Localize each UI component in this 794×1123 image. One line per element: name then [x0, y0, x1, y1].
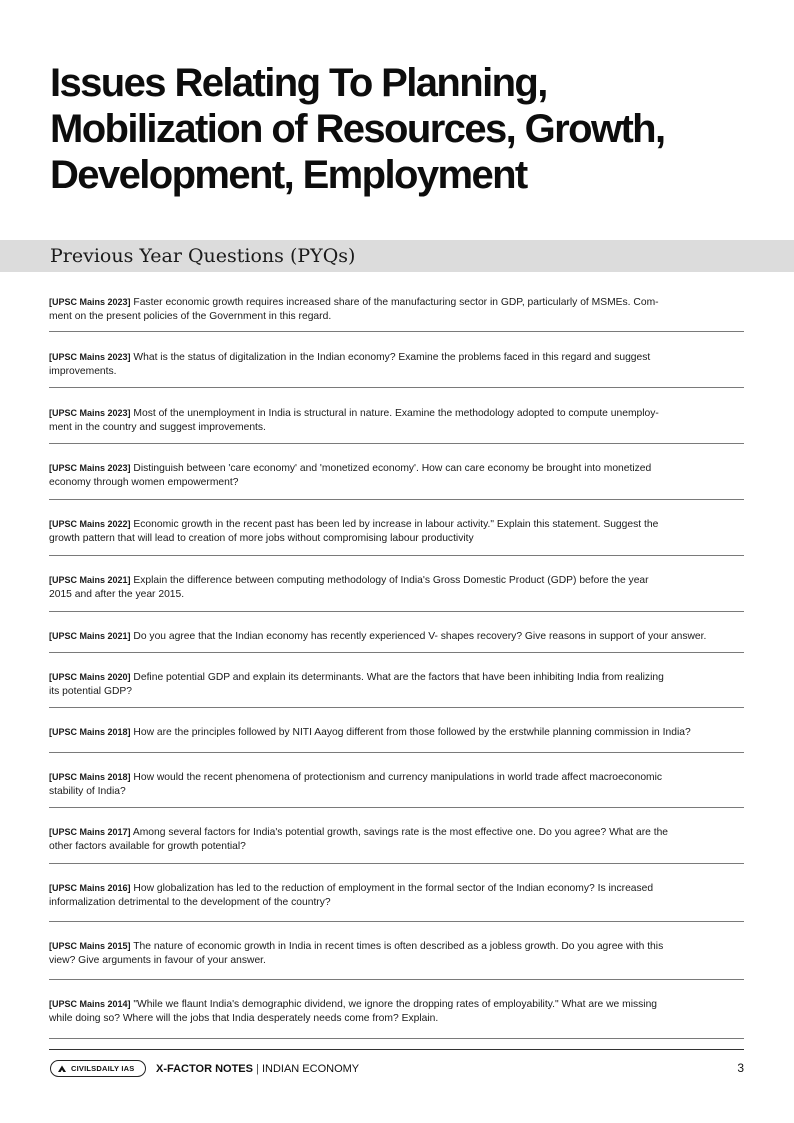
question-exam-tag: [UPSC Mains 2021]: [49, 575, 131, 585]
question-text-line: ment on the present policies of the Government in this regard.: [49, 311, 332, 322]
question-text-line: view? Give arguments in favour of your answer.: [49, 955, 266, 966]
question-item: [49, 461, 744, 490]
question-item: [49, 825, 744, 854]
question-text-line: Define potential GDP and explain its determinants. What are the factors that have been inhibiting India from realizing: [133, 672, 664, 683]
question-exam-tag: [UPSC Mains 2018]: [49, 727, 131, 737]
question-item: [49, 629, 744, 644]
question-text-line: 2015 and after the year 2015.: [49, 589, 185, 600]
question-item: [49, 725, 744, 740]
question-exam-tag: [UPSC Mains 2023]: [49, 297, 131, 307]
question-divider: [49, 652, 744, 653]
question-exam-tag: [UPSC Mains 2022]: [49, 519, 131, 529]
question-exam-tag: [UPSC Mains 2021]: [49, 631, 131, 641]
question-text-line: while doing so? Where will the jobs that India desperately needs come from? Explain.: [49, 1013, 439, 1024]
question-divider: [49, 752, 744, 753]
question-item: [49, 295, 744, 324]
question-divider: [49, 807, 744, 808]
question-text-line: What is the status of digitalization in the Indian economy? Examine the problems faced in this regard and suggest: [133, 352, 651, 363]
question-item: [49, 573, 744, 602]
question-text-line: Most of the unemployment in India is structural in nature. Examine the methodology adopted to compute unemploy-: [133, 408, 659, 419]
page-title-line: Issues Relating To Planning,: [50, 61, 547, 105]
question-exam-tag: [UPSC Mains 2018]: [49, 772, 131, 782]
footer-label: [156, 1062, 359, 1076]
question-text-line: economy through women empowerment?: [49, 477, 239, 488]
question-item: [49, 517, 744, 546]
page-title-line: Mobilization of Resources, Growth,: [50, 107, 665, 151]
question-divider: [49, 707, 744, 708]
question-exam-tag: [UPSC Mains 2017]: [49, 827, 131, 837]
question-text-line: other factors available for growth potential?: [49, 841, 246, 852]
question-text-line: its potential GDP?: [49, 686, 132, 697]
brand-badge: [50, 1060, 146, 1077]
question-divider: [49, 499, 744, 500]
question-divider: [49, 443, 744, 444]
question-text-line: growth pattern that will lead to creation of more jobs without compromising labour productivity: [49, 533, 474, 544]
question-text-line: Do you agree that the Indian economy has recently experienced V- shapes recovery? Give reasons in support of your answer.: [133, 631, 707, 642]
question-text-line: "While we flaunt India's demographic dividend, we ignore the dropping rates of employability." What are we missing: [133, 999, 658, 1010]
brand-logo-icon: [57, 1064, 67, 1074]
page-title-line: Development, Employment: [50, 153, 527, 197]
footer-series: X-FACTOR NOTES: [156, 1063, 253, 1075]
page-number: 3: [737, 1061, 744, 1075]
question-divider: [49, 863, 744, 864]
footer-divider: [49, 1049, 744, 1050]
question-text-line: Faster economic growth requires increased share of the manufacturing sector in GDP, particularly of MSMEs. Com-: [133, 297, 659, 308]
question-text-line: informalization detrimental to the development of the country?: [49, 897, 331, 908]
question-text-line: ment in the country and suggest improvements.: [49, 422, 266, 433]
question-text-line: Among several factors for India's potential growth, savings rate is the most effective one. Do you agree? What are the: [132, 827, 669, 838]
question-text-line: Distinguish between 'care economy' and 'monetized economy'. How can care economy be brought into monetized: [133, 463, 652, 474]
question-divider: [49, 555, 744, 556]
brand-name: CIVILSDAILY IAS: [71, 1064, 135, 1073]
question-text-line: The nature of economic growth in India in recent times is often described as a jobless growth. Do you agree with this: [133, 941, 664, 952]
question-item: [49, 350, 744, 379]
question-exam-tag: [UPSC Mains 2023]: [49, 463, 131, 473]
question-exam-tag: [UPSC Mains 2023]: [49, 408, 131, 418]
question-divider: [49, 921, 744, 922]
question-item: [49, 997, 744, 1026]
question-item: [49, 939, 744, 968]
question-text-line: How globalization has led to the reduction of employment in the formal sector of the Indian economy? Is increased: [133, 883, 654, 894]
footer-separator: |: [256, 1063, 259, 1075]
question-text-line: stability of India?: [49, 786, 126, 797]
question-text-line: How would the recent phenomena of protectionism and currency manipulations in world trade affect macroeconomic: [133, 772, 663, 783]
question-item: [49, 670, 744, 699]
question-divider: [49, 611, 744, 612]
section-title: Previous Year Questions (PYQs): [50, 245, 356, 267]
question-text-line: How are the principles followed by NITI Aayog different from those followed by the erstwhile planning commission in India?: [133, 727, 691, 738]
question-divider: [49, 331, 744, 332]
question-item: [49, 770, 744, 799]
question-exam-tag: [UPSC Mains 2020]: [49, 672, 131, 682]
question-text-line: Explain the difference between computing methodology of India's Gross Domestic Product (GDP) before the year: [133, 575, 649, 586]
question-exam-tag: [UPSC Mains 2014]: [49, 999, 131, 1009]
question-text-line: improvements.: [49, 366, 117, 377]
question-text-line: Economic growth in the recent past has been led by increase in labour activity." Explain this statement. Suggest the: [133, 519, 659, 530]
question-exam-tag: [UPSC Mains 2023]: [49, 352, 131, 362]
question-divider: [49, 979, 744, 980]
footer-subject: INDIAN ECONOMY: [261, 1063, 360, 1075]
question-exam-tag: [UPSC Mains 2015]: [49, 941, 131, 951]
question-item: [49, 881, 744, 910]
question-item: [49, 406, 744, 435]
question-exam-tag: [UPSC Mains 2016]: [49, 883, 131, 893]
question-divider: [49, 387, 744, 388]
question-divider: [49, 1038, 744, 1039]
